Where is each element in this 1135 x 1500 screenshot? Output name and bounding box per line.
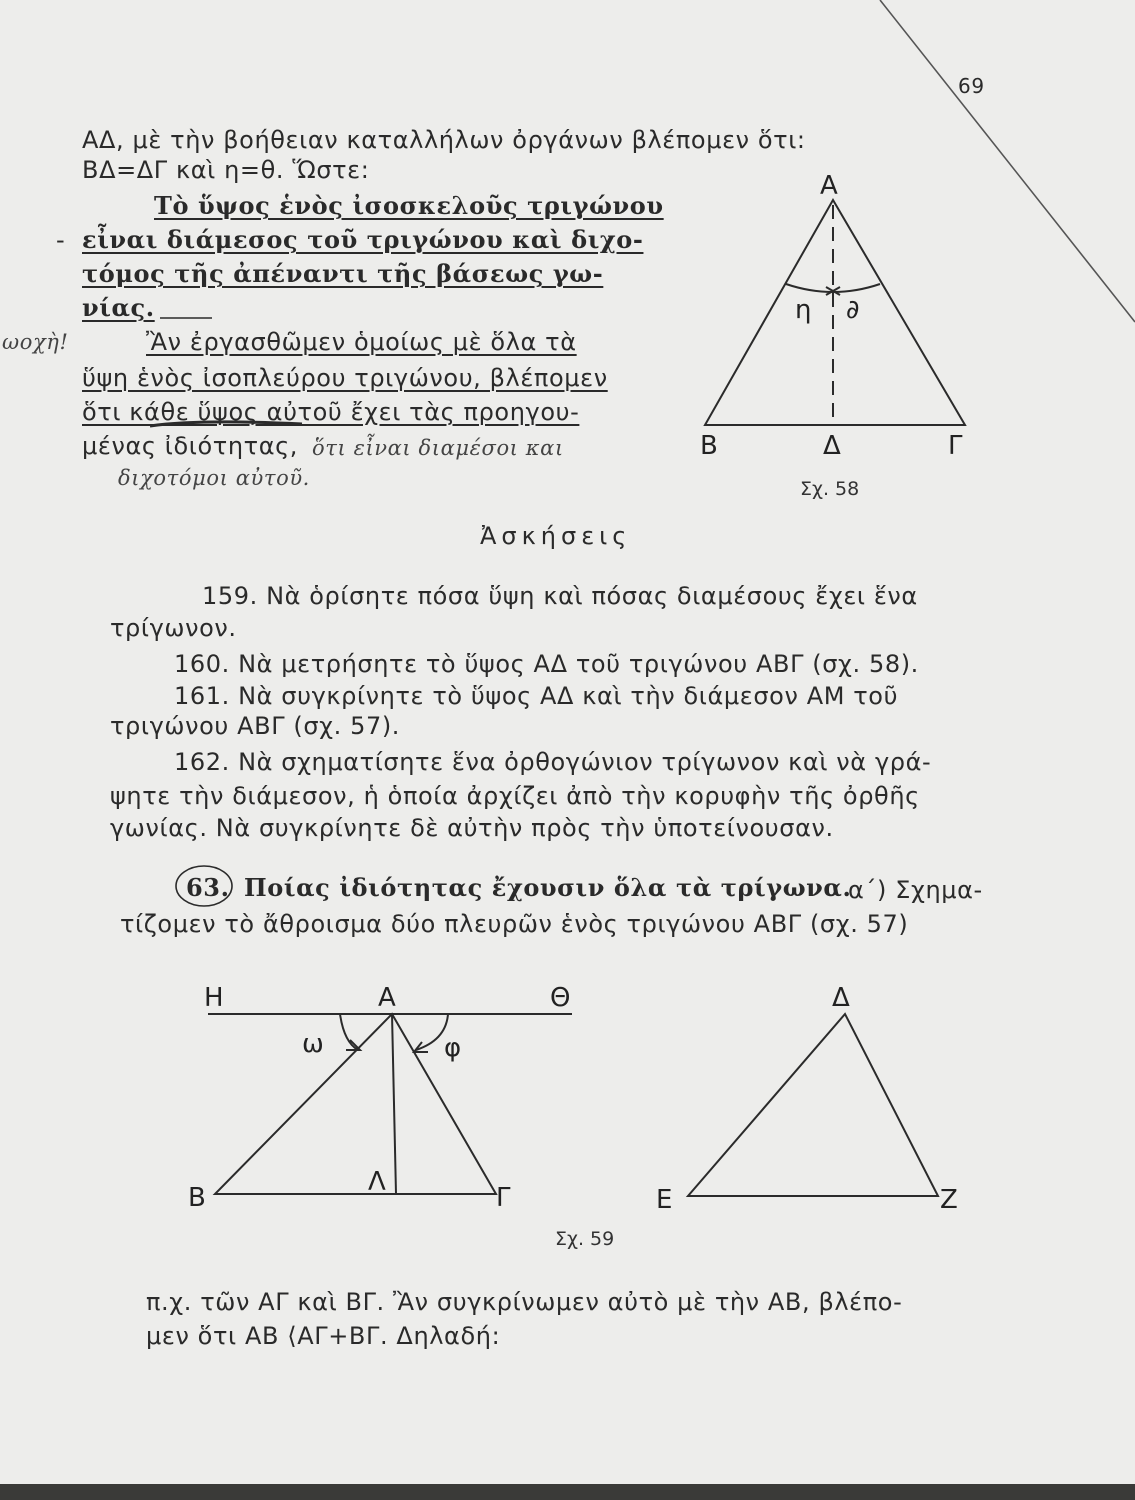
fig58-caption: Σχ. 58: [800, 478, 860, 500]
section-63-number: 63.: [186, 873, 230, 902]
margin-note: ωοχὴ!: [2, 330, 69, 354]
exercise-160: 160. Νὰ μετρήσητε τὸ ὕψος ΑΔ τοῦ τριγώνου ΑΒΓ (σχ. 58).: [174, 650, 919, 678]
fig58-label-eta: η: [795, 295, 812, 325]
handwritten-note-1: ὅτι εἶναι διαμέσοι και: [312, 436, 564, 460]
intro-line-2: ΒΔ=ΔΓ καὶ η=θ. Ὥστε:: [82, 156, 370, 184]
fig59-label-E: Ε: [656, 1185, 673, 1215]
fig58-label-apex: Α: [820, 171, 838, 201]
remark-line-4: μένας ἰδιότητας,: [82, 432, 299, 460]
theorem-line-1: Τὸ ὕψος ἑνὸς ἰσοσκελοῦς τριγώνου: [154, 191, 664, 220]
remark-line-2: ὕψη ἑνὸς ἰσοπλεύρου τριγώνου, βλέπομεν: [82, 364, 608, 392]
exercises-title: Ἀσκήσεις: [480, 522, 632, 550]
section-63-line-1-rest: α΄) Σχημα-: [848, 876, 983, 904]
fig59-label-H: Η: [204, 983, 224, 1013]
fig58-label-G: Γ: [948, 431, 963, 461]
exercise-162-line-1: 162. Νὰ σχηματίσητε ἕνα ὀρθογώνιον τρίγωνον καὶ νὰ γρά-: [174, 748, 932, 776]
exercise-159-line-2: τρίγωνον.: [110, 614, 237, 642]
hand-underline: [150, 422, 302, 426]
section-63-circle: [176, 866, 232, 906]
fig59-label-omega: ω: [302, 1029, 324, 1059]
theorem-bullet: -: [56, 226, 66, 254]
fig59-altitude-AL: [392, 1014, 396, 1194]
remark-line-3: ὅτι κάθε ὕψος αὐτοῦ ἔχει τὰς προηγου-: [82, 398, 580, 426]
fig59-triangle-ABG: [215, 1014, 496, 1197]
fig59-caption: Σχ. 59: [555, 1228, 615, 1250]
exercise-162-line-3: γωνίας. Νὰ συγκρίνητε δὲ αὐτὴν πρὸς τὴν ὑποτείνουσαν.: [110, 814, 834, 842]
section-63-title: Ποίας ἰδιότητας ἔχουσιν ὅλα τὰ τρίγωνα.: [244, 873, 852, 902]
fig58-label-D: Δ: [823, 431, 841, 461]
fig59-label-Gamma: Γ: [496, 1183, 511, 1213]
theorem-line-4: νίας.: [82, 293, 155, 322]
exercise-162-line-2: ψητε τὴν διάμεσον, ἡ ὁποία ἀρχίζει ἀπὸ τὴν κορυφὴν τῆς ὀρθῆς: [110, 782, 920, 810]
closing-line-2: μεν ὅτι ΑΒ ⟨ΑΓ+ΒΓ. Δηλαδή:: [146, 1322, 501, 1350]
remark-line-1: Ἂν ἐργασθῶμεν ὁμοίως μὲ ὅλα τὰ: [146, 328, 577, 356]
section-63-line-2: τίζομεν τὸ ἄθροισμα δύο πλευρῶν ἑνὸς τριγώνου ΑΒΓ (σχ. 57): [120, 910, 909, 938]
fig58-triangle: [705, 200, 965, 425]
closing-line-1: π.χ. τῶν ΑΓ καὶ ΒΓ. Ἂν συγκρίνωμεν αὐτὸ μὲ τὴν ΑΒ, βλέπο-: [146, 1288, 903, 1316]
theorem-line-3: τόμος τῆς ἀπέναντι τῆς βάσεως γω-: [82, 259, 604, 288]
fig59-label-phi: φ: [444, 1033, 462, 1063]
fig59-label-A: Α: [378, 983, 396, 1013]
fig58-label-theta: ∂: [846, 295, 860, 325]
intro-line-1: ΑΔ, μὲ τὴν βοήθειαν καταλλήλων ὀργάνων βλέπομεν ὅτι:: [82, 126, 806, 154]
fig59-label-Delta: Δ: [832, 983, 850, 1013]
handwritten-note-2: διχοτόμοι αὐτοῦ.: [118, 466, 310, 490]
scan-bottom-edge: [0, 1484, 1135, 1500]
fig59-label-Z: Ζ: [940, 1185, 958, 1215]
exercise-161-line-1: 161. Νὰ συγκρίνητε τὸ ὕψος ΑΔ καὶ τὴν διάμεσον ΑΜ τοῦ: [174, 682, 899, 710]
exercise-161-line-2: τριγώνου ΑΒΓ (σχ. 57).: [110, 712, 401, 740]
fig58-label-B: Β: [700, 431, 718, 461]
fig59-triangle-DEZ: [688, 1014, 938, 1196]
fig59-label-Lambda: Λ: [368, 1167, 386, 1197]
page-number: 69: [958, 74, 985, 98]
exercise-159-line-1: 159. Νὰ ὁρίσητε πόσα ὕψη καὶ πόσας διαμέσους ἔχει ἕνα: [202, 582, 918, 610]
fig59-label-B: Β: [188, 1183, 206, 1213]
fig59-label-Theta: Θ: [550, 983, 571, 1013]
page-fold-line: [880, 0, 1135, 322]
theorem-line-2: εἶναι διάμεσος τοῦ τριγώνου καὶ διχο-: [82, 225, 644, 254]
